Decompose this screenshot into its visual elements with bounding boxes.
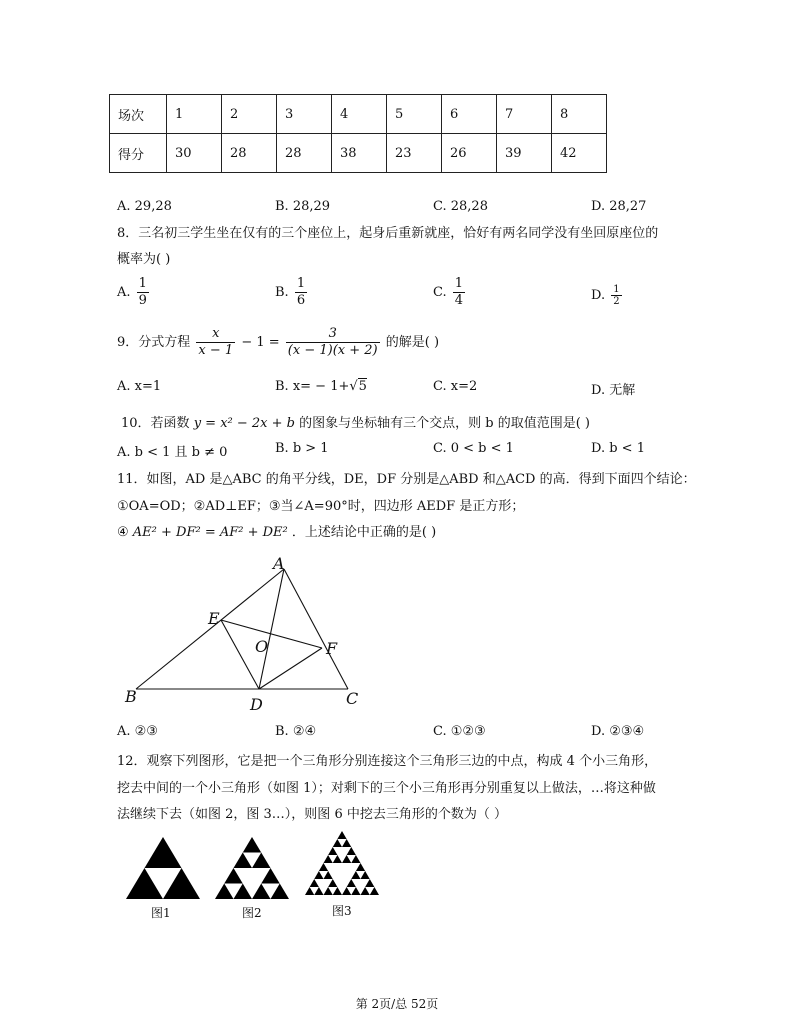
q12-text-line1: 12．观察下列图形，它是把一个三角形分别连接这个三角形三边的中点，构成 4 个小三角形， xyxy=(117,754,658,769)
label-a: A xyxy=(273,554,285,573)
q7-option-a: A. 29,28 xyxy=(117,199,172,214)
table-cell: 7 xyxy=(497,95,552,134)
radicand: 5 xyxy=(358,379,367,394)
q11-text-line3 xyxy=(117,521,436,540)
q8-text-line2: 概率为( ) xyxy=(117,252,171,267)
fraction xyxy=(286,326,380,359)
q9-suffix: 的解是( ) xyxy=(385,335,440,350)
table-cell: 39 xyxy=(497,134,552,173)
option-label: A. xyxy=(117,285,131,300)
table-cell: 1 xyxy=(167,95,222,134)
segment-ac xyxy=(284,569,348,689)
segment-ba xyxy=(136,569,284,689)
denominator: 9 xyxy=(138,293,147,308)
q8-option-a xyxy=(117,276,151,309)
table-cell: 30 xyxy=(167,134,222,173)
q10-option-c: C. 0 < b < 1 xyxy=(433,441,514,456)
denominator: 6 xyxy=(296,293,306,308)
numerator: 1 xyxy=(138,276,147,291)
denominator: (x − 1)(x + 2) xyxy=(287,343,378,358)
denominator: 4 xyxy=(454,293,464,308)
score-table xyxy=(109,94,607,173)
table-cell: 得分 xyxy=(110,134,167,173)
figure-caption-2: 图2 xyxy=(242,906,262,920)
numerator: 1 xyxy=(296,276,306,291)
q10-prefix: 10．若函数 xyxy=(121,416,190,431)
fraction xyxy=(295,276,307,309)
q9-option-b xyxy=(275,379,367,394)
q11-option-c: C. ①②③ xyxy=(433,724,486,739)
label-o: O xyxy=(255,637,269,656)
figure-caption-3: 图3 xyxy=(332,904,352,918)
q11-option-a: A. ②③ xyxy=(117,724,158,739)
numerator: 1 xyxy=(454,276,464,291)
sierpinski-figure-1 xyxy=(125,836,201,900)
q10-formula: y = x² − 2x + b xyxy=(193,416,295,431)
table-cell: 6 xyxy=(442,95,497,134)
sqrt-sign: √ xyxy=(349,379,358,394)
q11-text-line2: ①OA=OD；②AD⊥EF；③当∠A=90°时，四边形 AEDF 是正方形； xyxy=(117,499,525,514)
table-row xyxy=(110,134,607,173)
q12-text-line2: 挖去中间的一个小三角形（如图 1）；对剩下的三个小三角形再分别重复以上做法，…将这种做 xyxy=(117,781,656,796)
conclusion-marker: ④ xyxy=(117,525,129,540)
q11-text-line1: 11．如图，AD 是△ABC 的角平分线，DE，DF 分别是△ABD 和△ACD 的高．得到下面四个结论： xyxy=(117,472,696,487)
q8-option-d xyxy=(591,284,624,307)
page-footer: 第 2页/总 52页 xyxy=(355,997,439,1011)
q9-option-d: D. 无解 xyxy=(591,383,636,398)
q10-question xyxy=(121,412,590,431)
option-text: B. x= − 1+ xyxy=(275,379,350,394)
q11-formula: AE² + DF² = AF² + DE² xyxy=(132,525,288,540)
q7-option-c: C. 28,28 xyxy=(433,199,488,214)
table-cell: 23 xyxy=(387,134,442,173)
table-cell: 4 xyxy=(332,95,387,134)
q12-text-line3: 法继续下去（如图 2，图 3…），则图 6 中挖去三角形的个数为（ ） xyxy=(117,807,507,822)
sierpinski-figure-3 xyxy=(304,830,380,896)
q9-question xyxy=(117,326,439,359)
q9-option-a: A. x=1 xyxy=(117,379,162,394)
q8-text-line1: 8．三名初三学生坐在仅有的三个座位上，起身后重新就座，恰好有两名同学没有坐回原座位的 xyxy=(117,226,659,241)
q11-option-b: B. ②④ xyxy=(275,724,317,739)
option-label: C. xyxy=(433,285,447,300)
table-cell: 场次 xyxy=(110,95,167,134)
q10-option-b: B. b > 1 xyxy=(275,441,329,456)
q10-suffix: 的图象与坐标轴有三个交点，则 b 的取值范围是( ) xyxy=(299,416,590,431)
table-row xyxy=(110,95,607,134)
q9-middle: − 1 = xyxy=(241,335,280,350)
table-cell: 38 xyxy=(332,134,387,173)
q10-option-d: D. b < 1 xyxy=(591,441,645,456)
q9-prefix: 9．分式方程 xyxy=(117,335,191,350)
q7-option-d: D. 28,27 xyxy=(591,199,647,214)
q9-option-c: C. x=2 xyxy=(433,379,478,394)
fraction xyxy=(453,276,465,309)
table-cell: 5 xyxy=(387,95,442,134)
fraction xyxy=(137,276,149,309)
label-d: D xyxy=(250,695,263,714)
segment-ad xyxy=(259,569,284,689)
q10-option-a: A. b < 1 且 b ≠ 0 xyxy=(117,445,228,460)
fraction xyxy=(196,326,235,359)
triangle-figure xyxy=(115,550,375,715)
table-cell: 8 xyxy=(552,95,607,134)
label-c: C xyxy=(346,689,359,708)
table-cell: 28 xyxy=(222,134,277,173)
segment-df xyxy=(259,648,322,689)
fraction xyxy=(611,284,621,307)
denominator: x − 1 xyxy=(198,343,234,358)
option-label: D. xyxy=(591,288,606,303)
denominator: 2 xyxy=(613,296,620,307)
table-cell: 2 xyxy=(222,95,277,134)
q11-suffix: ．上述结论中正确的是( ) xyxy=(291,525,437,540)
q8-option-c xyxy=(433,276,467,309)
table-cell: 28 xyxy=(277,134,332,173)
figure-caption-1: 图1 xyxy=(151,906,171,920)
table-cell: 42 xyxy=(552,134,607,173)
option-label: B. xyxy=(275,285,289,300)
table-cell: 26 xyxy=(442,134,497,173)
numerator: 3 xyxy=(328,326,337,341)
q8-option-b xyxy=(275,276,309,309)
numerator: x xyxy=(212,326,220,341)
sierpinski-figure-2 xyxy=(214,836,290,900)
q7-option-b: B. 28,29 xyxy=(275,199,331,214)
q11-option-d: D. ②③④ xyxy=(591,724,645,739)
numerator: 1 xyxy=(613,284,620,295)
segment-de xyxy=(221,620,259,689)
segment-ef xyxy=(221,620,322,648)
label-e: E xyxy=(208,609,220,628)
label-f: F xyxy=(326,639,338,658)
table-cell: 3 xyxy=(277,95,332,134)
label-b: B xyxy=(125,687,137,706)
